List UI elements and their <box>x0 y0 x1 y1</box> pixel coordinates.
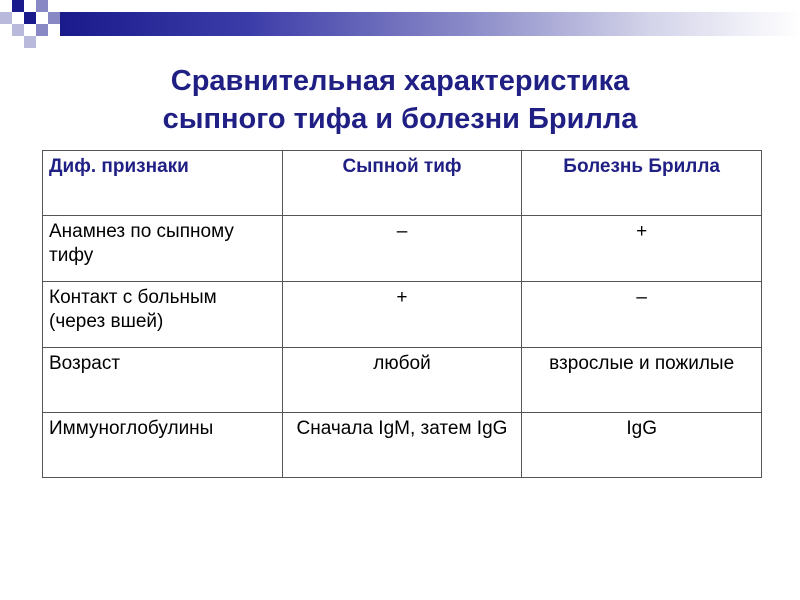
table-header-row <box>43 151 762 216</box>
decor-square <box>36 24 48 36</box>
feature-cell: Контакт с больным (через вшей) <box>43 282 283 348</box>
typhus-cell: Сначала IgM, затем IgG <box>282 413 522 478</box>
brill-cell: + <box>522 216 762 282</box>
brill-cell: – <box>522 282 762 348</box>
decor-square <box>0 12 12 24</box>
header-gradient-bar <box>60 12 800 36</box>
slide-title <box>0 62 800 138</box>
typhus-cell: – <box>282 216 522 282</box>
decor-square <box>48 12 60 24</box>
brill-cell: взрослые и пожилые <box>522 348 762 413</box>
feature-cell: Возраст <box>43 348 283 413</box>
header-cell-brill: Болезнь Брилла <box>522 151 762 216</box>
decor-square <box>24 36 36 48</box>
brill-cell: IgG <box>522 413 762 478</box>
typhus-cell: любой <box>282 348 522 413</box>
table-row <box>43 282 762 348</box>
decor-square <box>12 0 24 12</box>
table-row <box>43 216 762 282</box>
decor-square <box>24 12 36 24</box>
table-row <box>43 348 762 413</box>
typhus-cell: + <box>282 282 522 348</box>
header-cell-typhus: Сыпной тиф <box>282 151 522 216</box>
title-line-2: сыпного тифа и болезни Брилла <box>162 103 638 135</box>
comparison-table <box>42 150 762 478</box>
decor-square <box>12 24 24 36</box>
title-line-1: Сравнительная характеристика <box>170 65 630 97</box>
table-row <box>43 413 762 478</box>
feature-cell: Анамнез по сыпному тифу <box>43 216 283 282</box>
decor-square <box>36 0 48 12</box>
feature-cell: Иммуноглобулины <box>43 413 283 478</box>
header-cell-features: Диф. признаки <box>43 151 283 216</box>
